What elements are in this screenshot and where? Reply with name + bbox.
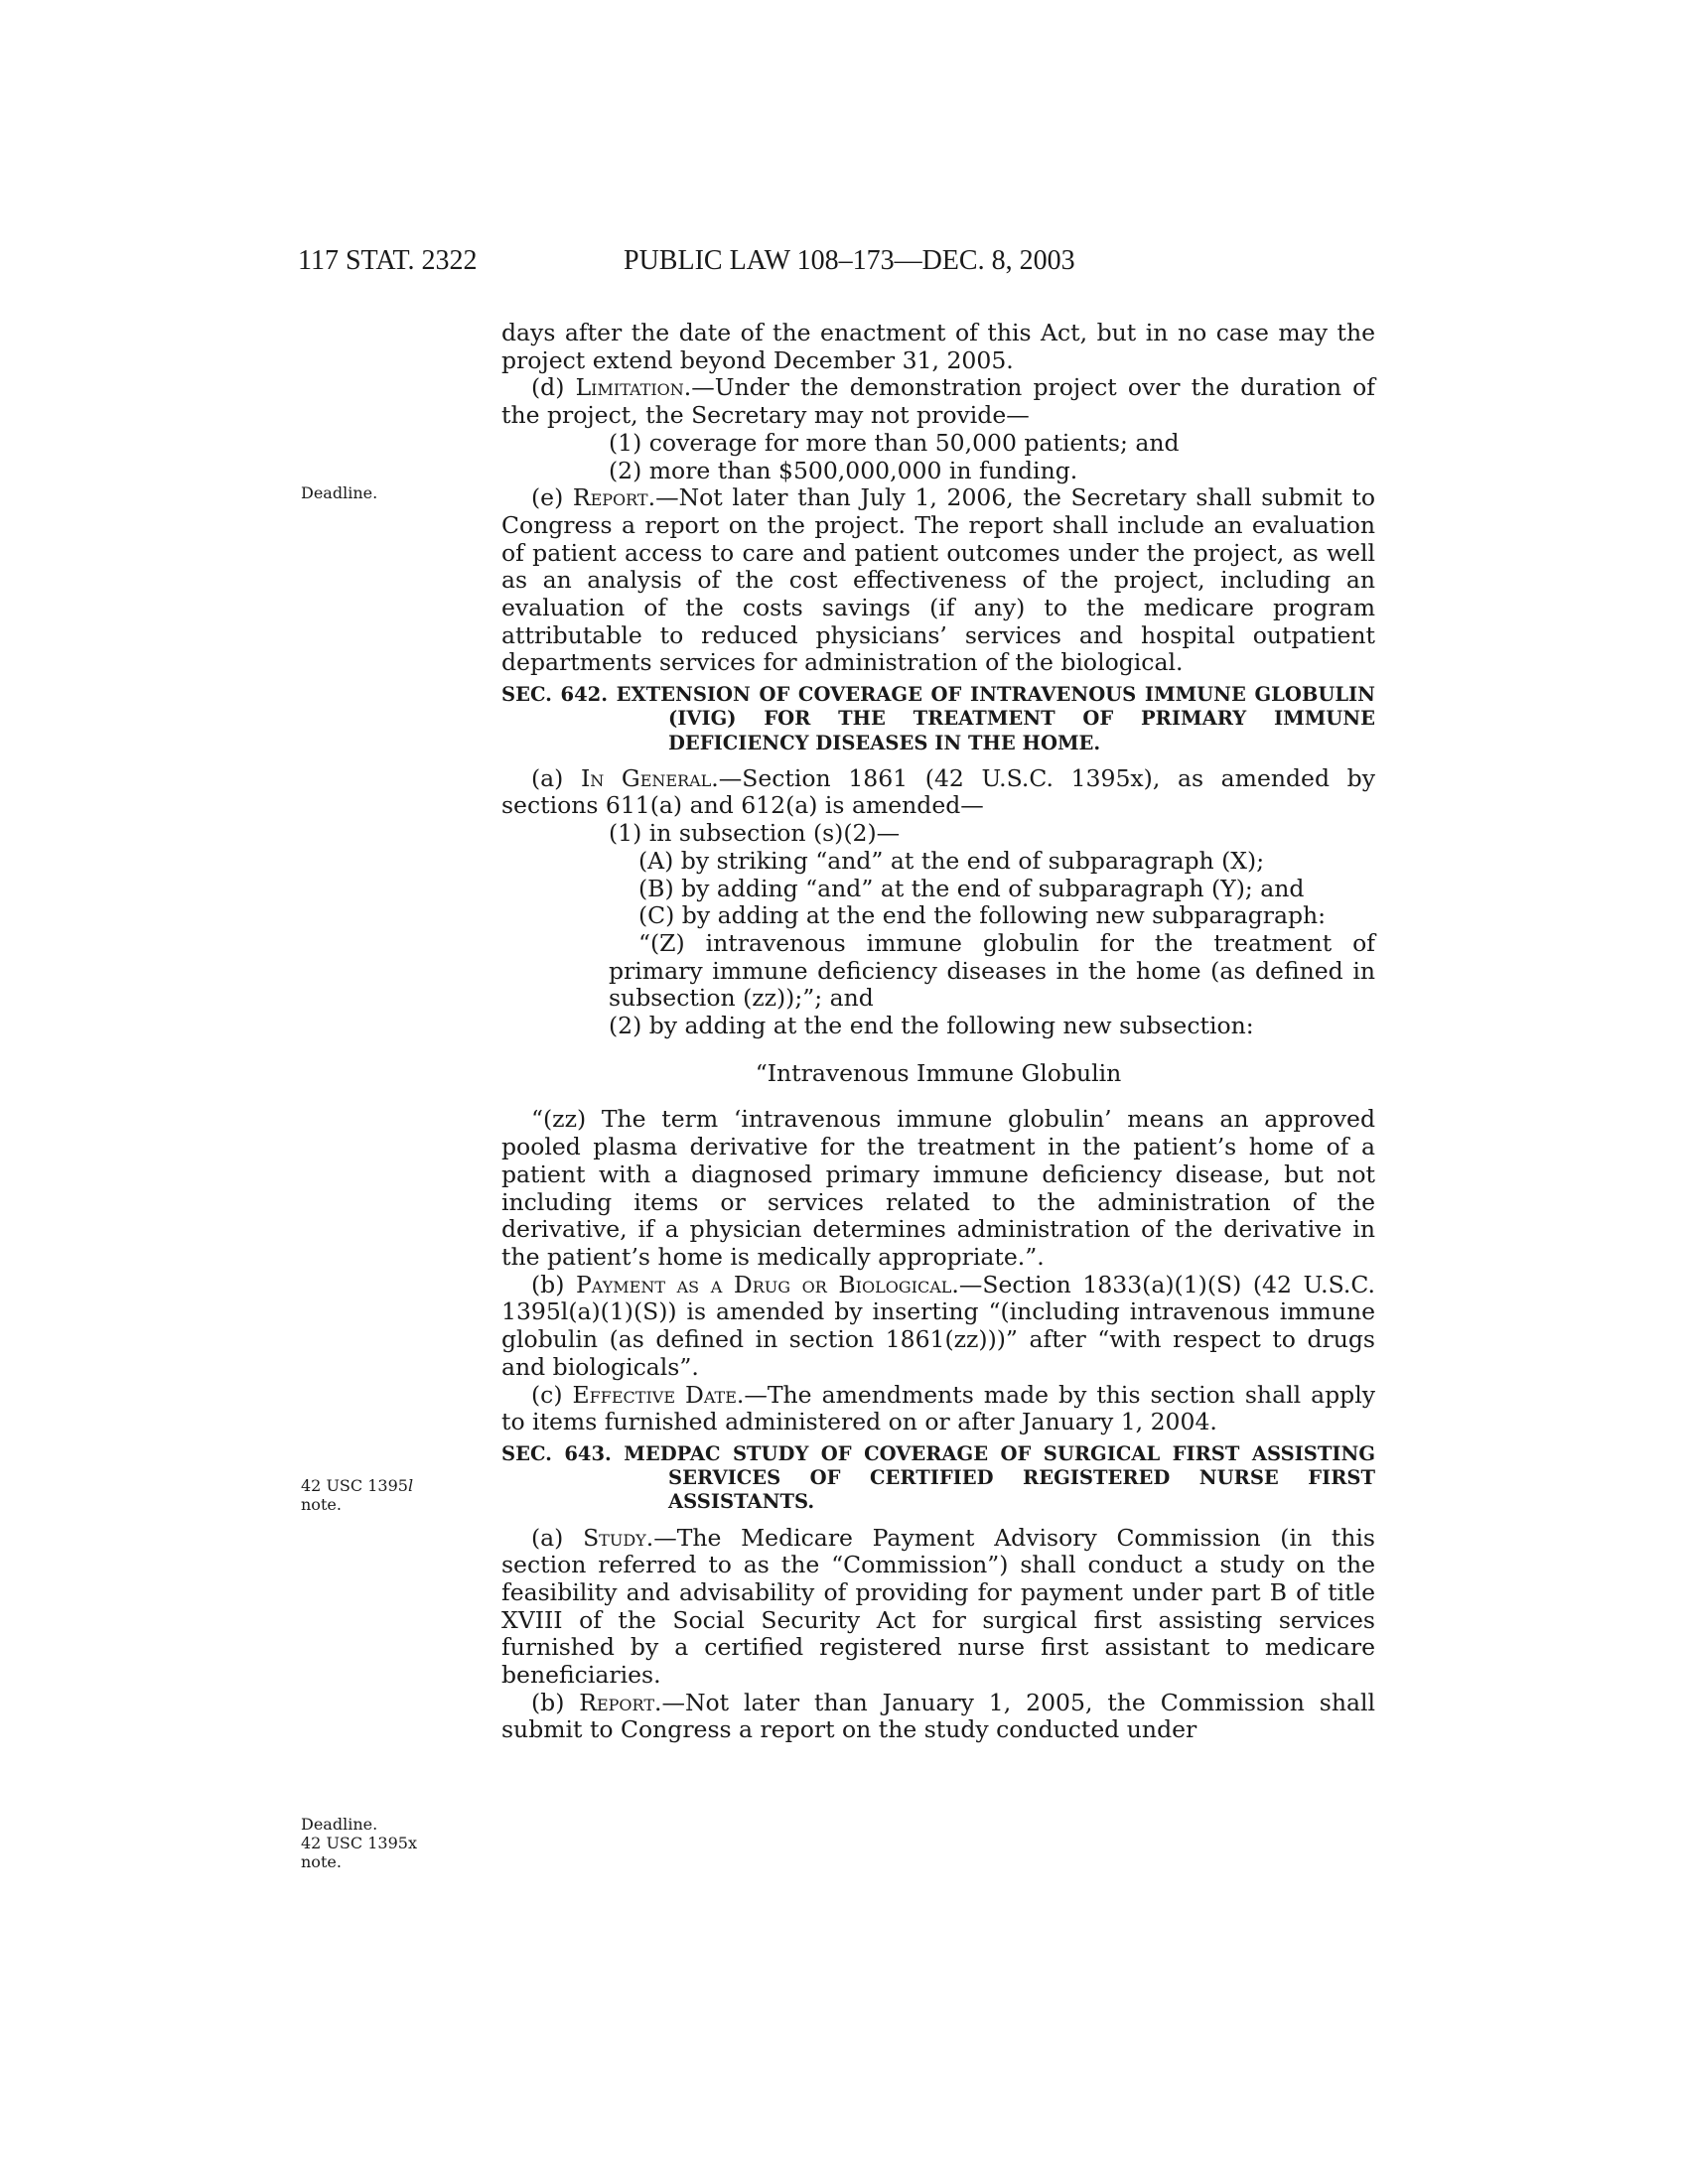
subsection-heading: Payment as a Drug or Biological [575,1270,952,1298]
subsection-label: (d) [531,373,576,402]
margin-note-deadline-usc-1395x [301,1815,417,1871]
subsection-heading: Effective Date [572,1380,737,1409]
subsection-a-study [501,1525,1375,1690]
subsection-a-in-general [501,765,1375,820]
subsection-zz-definition: “(zz) The term ‘intravenous immune globulin’ means an approved pooled plasma derivative for the treatment in the patient’s home of a patient with a diagnosed primary immune deficiency disease, but not including items or services related to the administration of the derivative, if a physician determines administration of the derivative in the patient’s home is medically appropriate.”. [501,1105,1375,1271]
margin-note-text: l [407,1476,414,1495]
running-title: PUBLIC LAW 108–173—DEC. 8, 2003 [624,245,1075,276]
subsection-heading: Limitation [575,373,684,402]
subsection-label: (a) [531,763,581,792]
ivig-subsection-heading: “Intravenous Immune Globulin [755,1058,1122,1087]
subsection-text: .—Section 1833(a)(1)(S) (42 U.S.C. 1395l(a)(1)(S)) is amended by inserting “(including intravenous immune globulin (as defined in section 1861(zz)))” after “with respect to drugs and biologicals”. [501,1270,1375,1381]
subsection-text: .—Not later than January 1, 2005, the Commission shall submit to Congress a report on the study conducted under [501,1688,1375,1744]
subsection-label: (b) [531,1688,580,1716]
section-643-heading: SEC. 643. MEDPAC STUDY OF COVERAGE OF SURGICAL FIRST ASSISTING SERVICES OF CERTIFIED REGISTERED NURSE FIRST ASSISTANTS. [501,1441,1375,1514]
subparagraph-a-A: (A) by striking “and” at the end of subparagraph (X); [638,846,1265,875]
subparagraph-a-B: (B) by adding “and” at the end of subparagraph (Y); and [638,874,1305,902]
subsection-heading: In General [581,763,712,792]
page-header [298,245,1370,285]
paragraph-days: days after the date of the enactment of this Act, but in no case may the project extend beyond December 31, 2005. [501,319,1375,374]
margin-note-text: 42 USC 1395x [301,1834,417,1852]
subsection-text: .—Not later than July 1, 2006, the Secretary shall submit to Congress a report on the project. The report shall include an evaluation of patient access to care and patient outcomes under the project, as well as an analysis of the cost effectiveness of the project, including an evaluation of the costs savings (if any) to the medicare program attributable to reduced physicians’ services and hospital outpatient departments services for administration of the biological. [501,483,1375,677]
subsection-b-payment [501,1272,1375,1382]
subsection-label: (c) [531,1380,573,1409]
subsection-e-report [501,484,1375,677]
subsection-text: .—Under the demonstration project over the duration of the project, the Secretary may not provide— [501,373,1375,430]
subparagraph-a-Z: “(Z) intravenous immune globulin for the treatment of primary immune deficiency diseases in the home (as defined in subsection (zz));”; and [609,928,1375,1013]
margin-note-deadline [301,483,377,502]
document-body [501,320,1375,1744]
subsection-label: (e) [531,483,573,512]
subsection-text: .—The Medicare Payment Advisory Commission (in this section referred to as the “Commission”) shall conduct a study on the feasibility and advisability of providing for payment under part B of title XVIII of the Social Security Act for surgical first assisting services furnished by a certified registered nurse first assistant to medicare beneficiaries. [501,1523,1375,1690]
paragraph-a2: (2) by adding at the end the following new subsection: [609,1012,1254,1040]
subsection-heading: Study [583,1523,646,1552]
paragraph-d1: (1) coverage for more than 50,000 patients; and [609,428,1180,457]
margin-note-text: note. [301,1852,342,1871]
margin-note-text: Deadline. [301,1815,378,1834]
subsection-b-report [501,1690,1375,1744]
margin-note-text: 42 USC 1395 [301,1476,408,1495]
subsection-label: (a) [531,1523,584,1552]
section-642-heading: SEC. 642. EXTENSION OF COVERAGE OF INTRAVENOUS IMMUNE GLOBULIN (IVIG) FOR THE TREATMENT OF PRIMARY IMMUNE DEFICIENCY DISEASES IN THE HOME. [501,683,1375,754]
paragraph-d2: (2) more than $500,000,000 in funding. [609,456,1078,484]
page-reference: 117 STAT. 2322 [298,245,478,276]
subsection-heading: Report [572,483,648,512]
margin-note-usc-1395l [301,1476,413,1514]
subsection-text: .—Section 1861 (42 U.S.C. 1395x), as amended by sections 611(a) and 612(a) is amended— [501,763,1375,820]
subsection-d-limitation [501,374,1375,429]
subsection-text: .—The amendments made by this section shall apply to items furnished administered on or after January 1, 2004. [501,1380,1375,1436]
subsection-c-effective-date [501,1382,1375,1436]
subsection-heading: Report [579,1688,654,1716]
paragraph-a1: (1) in subsection (s)(2)— [609,819,901,848]
margin-note-text: note. [301,1495,342,1514]
margin-note-text: Deadline. [301,483,378,502]
subsection-label: (b) [531,1270,576,1298]
subparagraph-a-C: (C) by adding at the end the following new subparagraph: [638,901,1327,930]
